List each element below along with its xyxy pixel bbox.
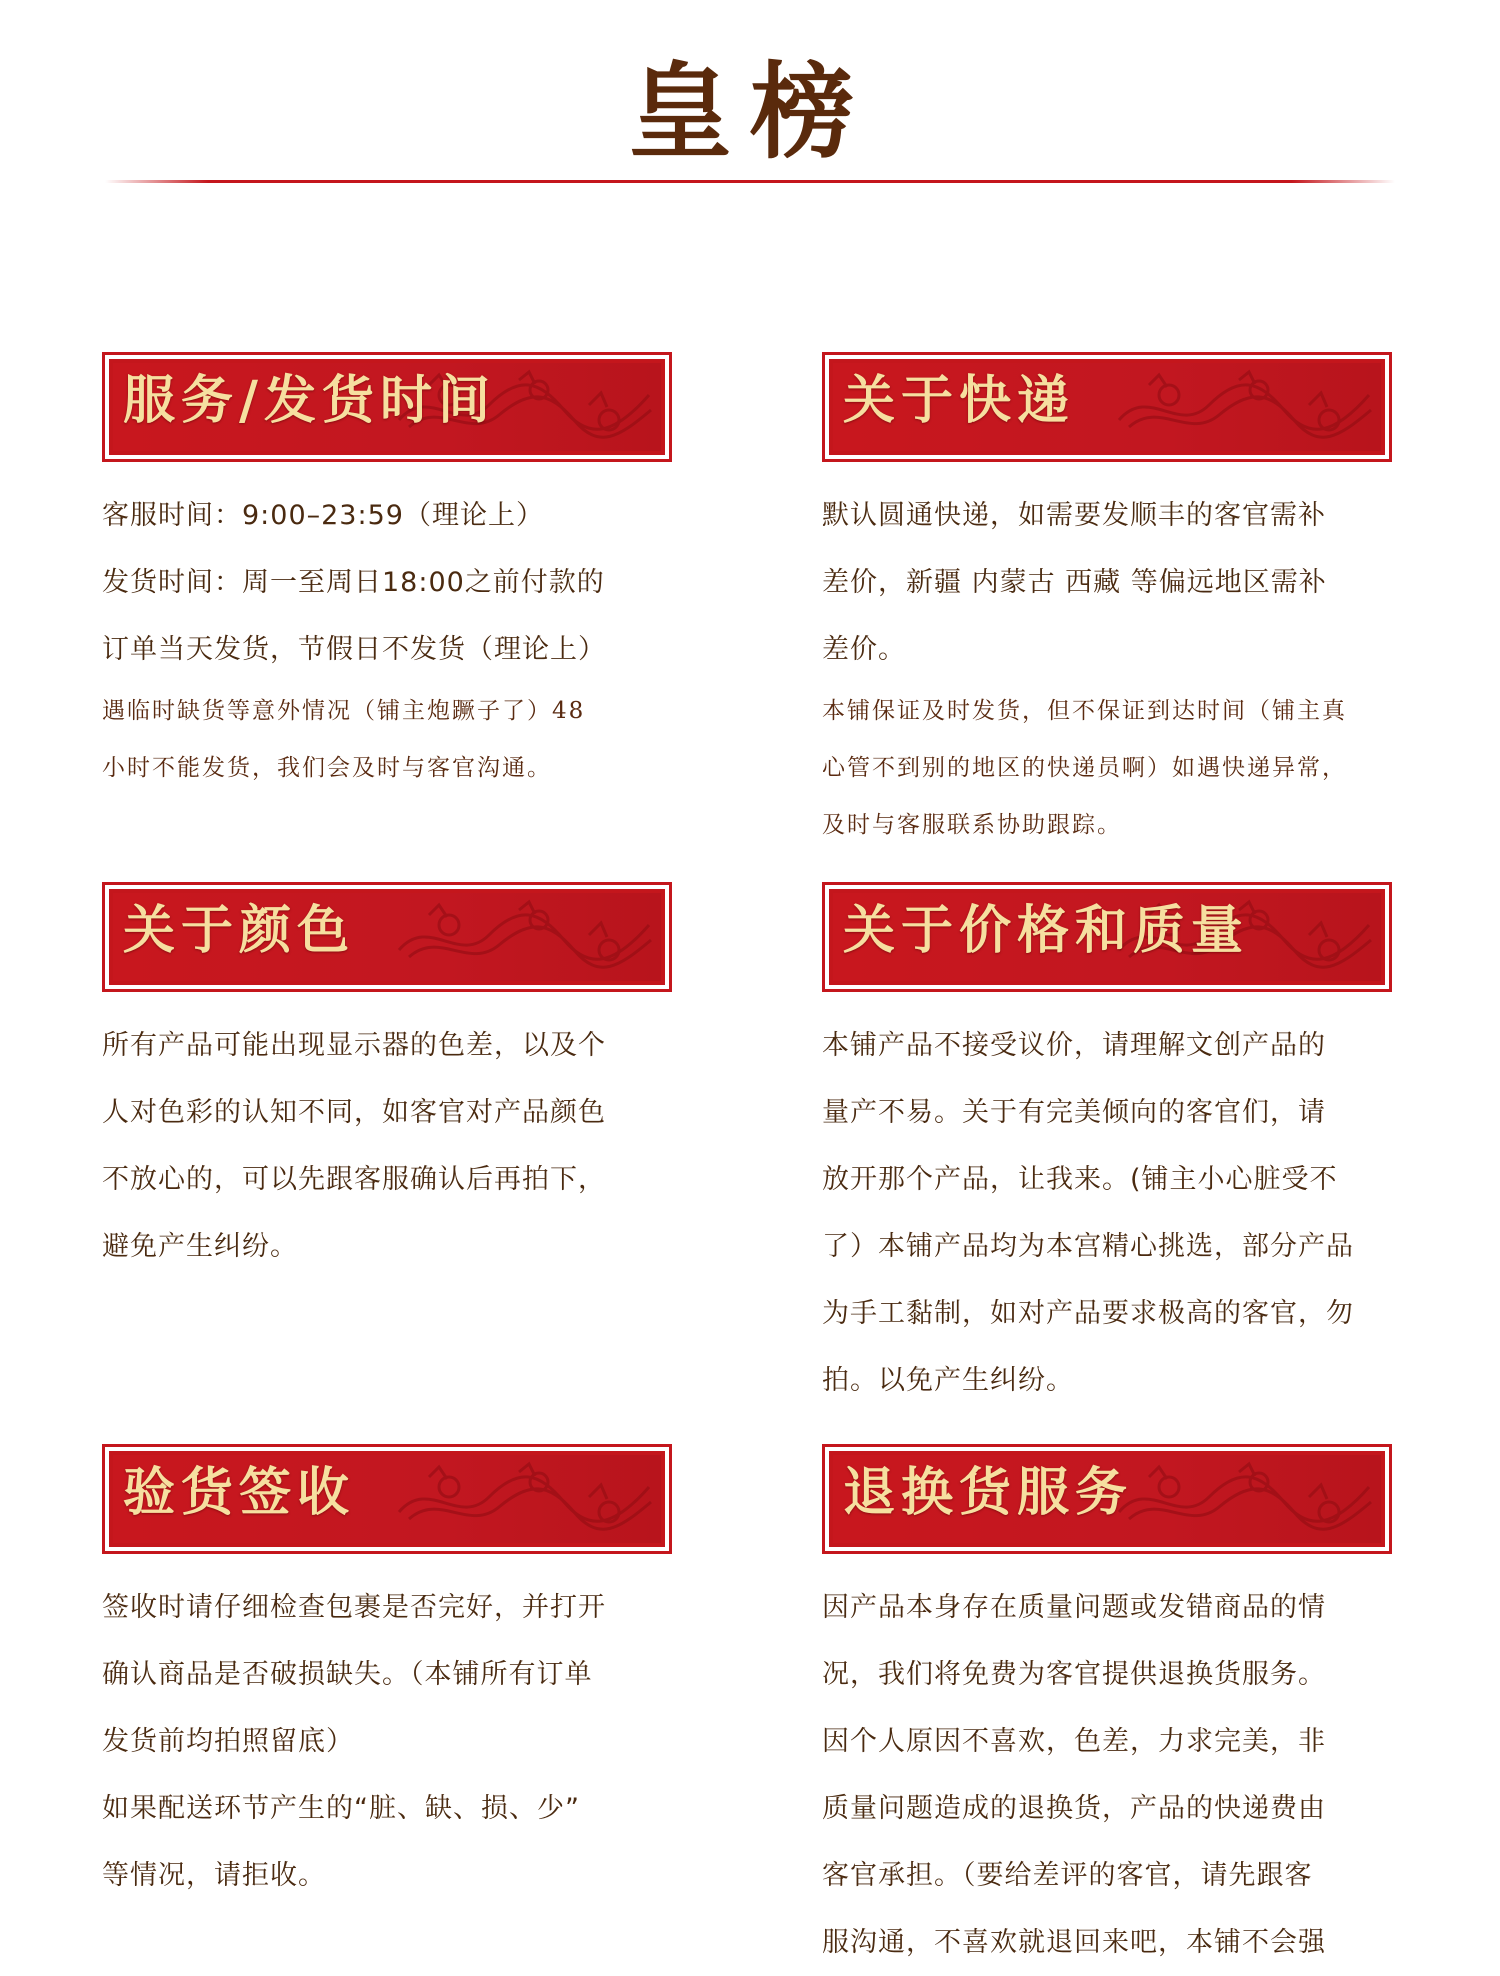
section-banner (102, 1444, 672, 1554)
section-banner (102, 882, 672, 992)
body-line: 客服时间：9:00–23:59（理论上） (102, 500, 544, 531)
body-line: 因个人原因不喜欢，色差，力求完美，非 (822, 1726, 1326, 1757)
body-line: 所有产品可能出现显示器的色差，以及个 (102, 1030, 606, 1061)
section-about-color (102, 882, 672, 1280)
section-banner (822, 352, 1392, 462)
body-line: 等情况，请拒收。 (102, 1860, 326, 1891)
body-line: 发货前均拍照留底） (102, 1726, 354, 1757)
dragon-pattern-icon (389, 895, 659, 975)
note-line: 小时不能发货，我们会及时与客官沟通。 (102, 755, 552, 781)
body-line: 况，我们将免费为客官提供退换货服务。 (822, 1659, 1326, 1690)
section-banner (822, 882, 1392, 992)
dragon-pattern-icon (1109, 1457, 1379, 1537)
section-about-express (822, 352, 1392, 854)
body-line: 签收时请仔细检查包裹是否完好，并打开 (102, 1592, 606, 1623)
section-heading: 验货签收 (123, 1462, 356, 1523)
section-heading: 关于颜色 (123, 900, 356, 961)
dragon-pattern-icon (1109, 365, 1379, 445)
section-inspection-receipt (102, 1444, 672, 1909)
body-line: 避免产生纠纷。 (102, 1231, 298, 1262)
body-line: 确认商品是否破损缺失。（本铺所有订单 (102, 1659, 593, 1690)
body-line: 差价。 (822, 634, 906, 665)
section-heading: 关于快递 (843, 370, 1076, 431)
body-line: 本铺产品不接受议价，请理解文创产品的 (822, 1030, 1326, 1061)
body-line: 因产品本身存在质量问题或发错商品的情 (822, 1592, 1326, 1623)
body-line: 默认圆通快递，如需要发顺丰的客官需补 (822, 500, 1326, 531)
body-line: 了）本铺产品均为本宫精心挑选，部分产品 (822, 1231, 1354, 1262)
section-return-exchange (822, 1444, 1392, 1976)
body-line: 量产不易。关于有完美倾向的客官们，请 (822, 1097, 1326, 1128)
section-price-quality (822, 882, 1392, 1414)
dragon-pattern-icon (389, 1457, 659, 1537)
body-line: 为手工黏制，如对产品要求极高的客官，勿 (822, 1298, 1354, 1329)
title-divider (105, 180, 1395, 183)
body-line: 发货时间：周一至周日18:00之前付款的 (102, 567, 605, 598)
body-line: 如果配送环节产生的“脏、缺、损、少” (102, 1793, 580, 1824)
body-line: 放开那个产品，让我来。(铺主小心脏受不 (822, 1164, 1338, 1195)
page-title: 皇榜 (627, 50, 872, 173)
body-line: 拍。以免产生纠纷。 (822, 1365, 1074, 1396)
section-service-shipping-time (102, 352, 672, 797)
note-line: 心管不到别的地区的快递员啊）如遇快递异常， (822, 755, 1347, 781)
body-line: 差价，新疆 内蒙古 西藏 等偏远地区需补 (822, 567, 1327, 598)
body-line: 服沟通，不喜欢就退回来吧，本铺不会强 (822, 1927, 1326, 1958)
note-line: 遇临时缺货等意外情况（铺主炮蹶子了）48 (102, 698, 586, 724)
body-line: 订单当天发货，节假日不发货（理论上） (102, 634, 606, 665)
section-heading: 关于价格和质量 (843, 900, 1250, 961)
body-line: 人对色彩的认知不同，如客官对产品颜色 (102, 1097, 606, 1128)
section-banner (822, 1444, 1392, 1554)
section-heading: 服务/发货时间 (123, 370, 496, 431)
section-heading: 退换货服务 (843, 1462, 1134, 1523)
note-line: 本铺保证及时发货，但不保证到达时间（铺主真 (822, 698, 1347, 724)
body-line: 不放心的，可以先跟客服确认后再拍下， (102, 1164, 606, 1195)
note-line: 及时与客服联系协助跟踪。 (822, 812, 1122, 838)
section-banner (102, 352, 672, 462)
body-line: 客官承担。（要给差评的客官，请先跟客 (822, 1860, 1313, 1891)
body-line: 质量问题造成的退换货，产品的快递费由 (822, 1793, 1326, 1824)
